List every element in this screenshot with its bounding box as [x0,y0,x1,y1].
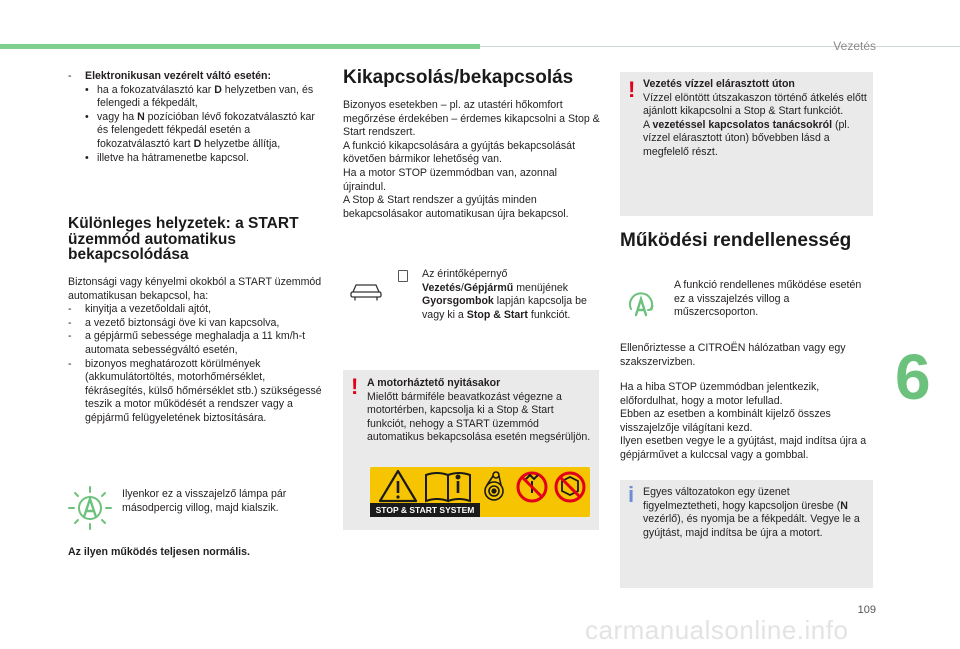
fault-lamp-text: A funkció rendellenes működése esetén ez a visszajelzés villog a műszercsoporton. [674,279,862,319]
dash-item: - a vezető biztonsági öve ki van kapcsolva, [68,316,280,329]
malfunction-heading: Működési rendellenesség [620,230,852,251]
paragraph: Ebben az esetben a kombinált kijelző összes visszajelzője világítani kezd. [620,408,831,434]
paragraph: Ha a motor STOP üzemmódban van, azonnal újraindul. [343,166,557,193]
special-cases-intro: Biztonsági vagy kényelmi okokból a START üzemmód automatikusan bekapcsol, ha: [68,276,322,302]
stop-start-sticker [370,467,590,517]
dash-mark: - [68,70,72,82]
special-cases-body [68,276,323,426]
vehicle-menu-icon [349,279,383,301]
bonnet-warning-title: A motorháztető nyitásakor [367,377,501,389]
flooded-road-warning-text: Vezetés vízzel elárasztott úton Vízzel elöntött útszakaszon történő átkelés előtt ajánlott kikapcsolni a Stop & Start funkciót. A vezetéssel kapcsolatos tanácsokról (pl. vízzel elárasztott úton) bővebben lásd a megfelelő részt. [643,78,867,158]
paragraph: A Stop & Start rendszer a gyújtás minden bekapcsolásakor automatikusan újra bekapcsol. [343,194,569,220]
special-cases-heading: Különleges helyzetek: a START üzemmód automatikus bekapcsolódása [68,215,299,263]
touchscreen-icon [398,270,408,282]
bullet-item: • vagy ha N pozícióban lévő fokozatválasztó kar és felengedett fékpedál esetén a fokozatválasztó kart D helyzetbe állítja, [85,110,315,150]
no-hand-fan-icon [518,473,546,501]
stop-start-flashing-lamp-icon [66,484,114,532]
page-number: 109 [857,604,876,616]
touchscreen-instruction: Az érintőképernyő Vezetés/Gépjármű menüjének Gyorsgombok lapján kapcsolja be vagy ki a Stop & Start funkciót. [398,268,598,322]
dash-item: - a gépjármű sebessége meghaladja a 11 km/h-t automata sebességváltó esetén, [68,330,306,356]
warning-exclamation-icon: ! [351,374,359,399]
section-title: Vezetés [833,39,876,53]
bonnet-warning-text: A motorháztető nyitásakor Mielőtt bármiféle beavatkozást végezne a motortérben, kapcsolja ki a Stop & Start funkciót, nehogy a START üzemmód automatikus bekapcsolása esetén megsérüljön. [367,377,591,444]
paragraph: Ha a hiba STOP üzemmódban jelentkezik, előfordulhat, hogy a motor lefullad. [620,381,820,407]
deactivation-heading: Kikapcsolás/bekapcsolás [343,67,574,88]
normal-operation-note: Az ilyen működés teljesen normális. [68,546,250,558]
info-text: Egyes változatokon egy üzenet figyelmeztetheti, hogy kapcsoljon üresbe (N vezérlő), és nyomja be a fékpedált. Vegye le a gyújtást, majd indítsa be újra a motort. [643,486,860,539]
sticker-label: STOP & START SYSTEM [370,503,480,517]
warning-triangle-icon [380,471,416,501]
lamp-text: Ilyenkor ez a visszajelző lámpa pár másodpercig villog, majd kialszik. [122,488,287,514]
fault-stop-mode-text [620,381,872,463]
paragraph: Ilyen esetben vegye le a gyújtást, majd indítsa újra a gépjárművet a kulccsal vagy a gombbal. [620,435,867,461]
dealer-check-text: Ellenőriztesse a CITROËN hálózatban vagy egy szakszervizben. [620,342,846,368]
dash-item: - bizonyos meghatározott körülmények (akkumulátortöltés, motorhőmérséklet, fékrásegítés, külső hőmérséklet stb.) szükségessé teszik a motor működését a rendszer vagy a gépjármű felügyeletének biztosítására. [68,357,322,424]
header-accent-bar [0,44,480,49]
gearbox-item-title: Elektronikusan vezérelt váltó esetén: [85,70,272,82]
gearbox-item [68,70,323,165]
paragraph: Bizonyos esetekben – pl. az utastéri hőkomfort megőrzése érdekében – érdemes kikapcsolni a Stop & Start rendszert. [343,99,600,139]
deactivation-body [343,99,601,221]
info-icon: i [628,482,635,507]
manual-book-icon [426,473,470,501]
no-hand-engine-icon [556,473,584,501]
stop-start-fault-icon [624,287,658,321]
dash-item: - kinyitja a vezetőoldali ajtót, [68,303,212,316]
paragraph: A funkció kikapcsolására a gyújtás bekapcsolását követően bármikor lehetőség van. [343,139,576,166]
flooded-road-warning-title: Vezetés vízzel elárasztott úton [643,78,795,90]
header-rule [480,46,960,47]
bullet-item: • ha a fokozatválasztó kar D helyzetben van, és felengedi a fékpedált, [85,83,314,110]
chapter-number: 6 [895,341,931,413]
bullet-item: • illetve ha hátramenetbe kapcsol. [85,151,249,164]
watermark: carmanualsonline.info [585,615,849,645]
belt-pulley-icon [485,472,503,500]
warning-exclamation-icon: ! [628,77,636,102]
